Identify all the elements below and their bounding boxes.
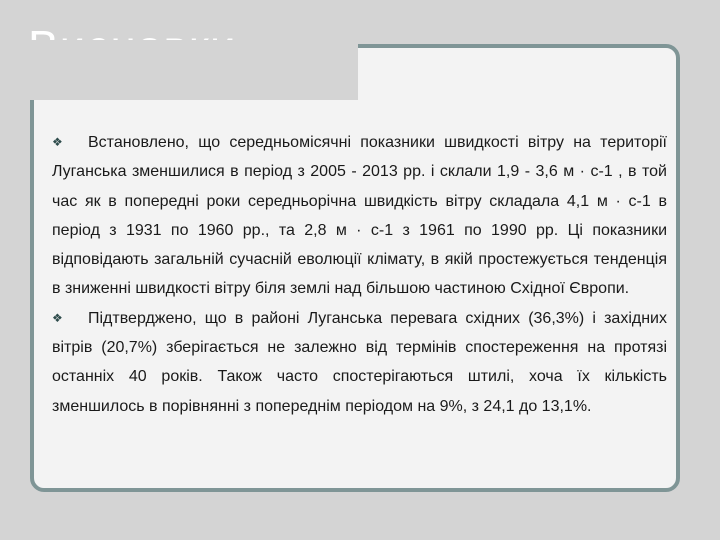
diamond-bullet-icon: ❖ bbox=[52, 135, 63, 149]
paragraph-1 bbox=[52, 128, 667, 304]
title-mask bbox=[28, 40, 358, 100]
diamond-bullet-icon: ❖ bbox=[52, 310, 63, 325]
paragraph-1-text: Встановлено, що середньомісячні показники швидкості вітру на території Луганська зменшилися в період з 2005 - 2013 рр. і склали 1,9 - 3,6 м · с-1 , в той час як в попередні роки середньорічна швидкість вітру складала 4,1 м · с-1 в період з 1931 по 1960 рр., та 2,8 м · с-1 з 1961 по 1990 рр. Ці показники відповідають загальній сучасній еволюції клімату, в якій простежується тенденція в зниженні швидкості вітру біля землі над більшою частиною Східної Європи. bbox=[52, 134, 667, 298]
paragraph-2-text: Підтверджено, що в районі Луганська перевага східних (36,3%) і західних вітрів (20,7%) зберігається не залежно від термінів спостереження на протязі останніх 40 років. Також часто спостерігаються штилі, хоча їх кількість зменшилось в порівнянні з попереднім періодом на 9%, з 24,1 до 13,1%. bbox=[52, 309, 667, 415]
paragraph-2 bbox=[52, 304, 667, 421]
text-body bbox=[52, 128, 667, 421]
